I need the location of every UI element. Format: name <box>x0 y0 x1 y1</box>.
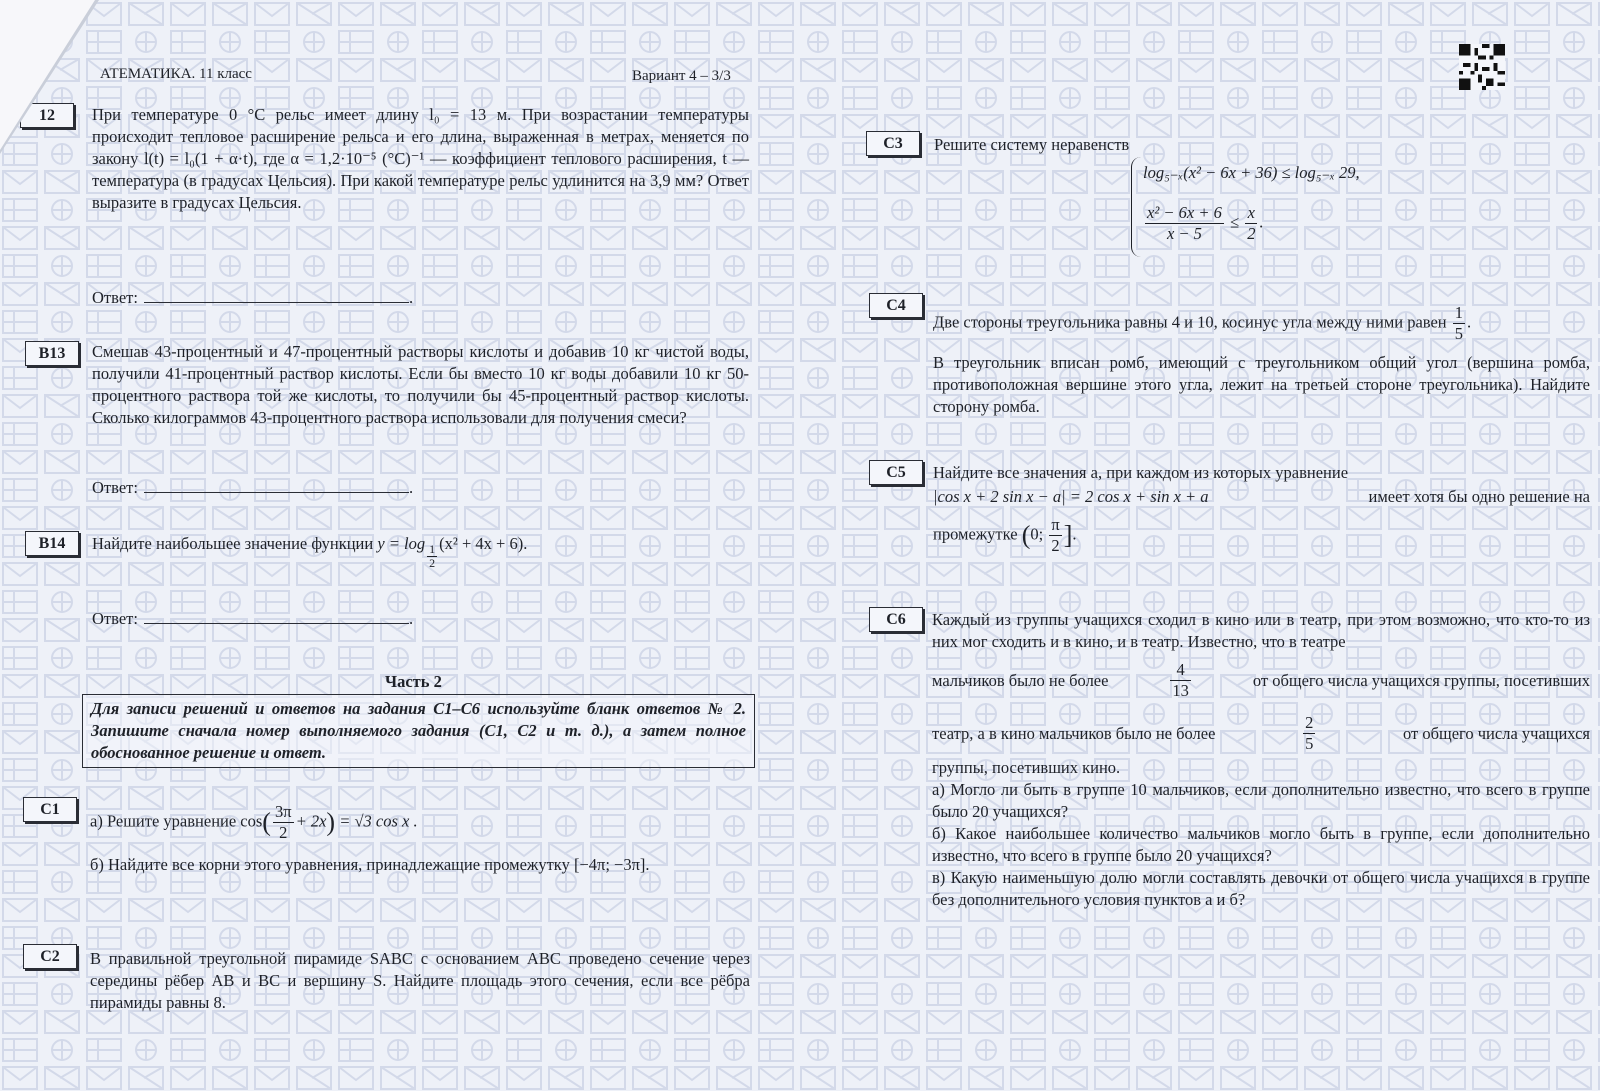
task-label-c5: C5 <box>869 460 923 485</box>
c3-inequality-2 <box>1143 203 1264 244</box>
c3-rhs-fraction: $\frac{x}{2}$ <box>1247 203 1256 243</box>
task-label-c2: C2 <box>23 944 77 969</box>
period: . <box>1259 212 1264 232</box>
le-sign: ≤ <box>1230 212 1240 232</box>
task-c6-questions <box>932 757 1590 911</box>
task-c2-text <box>90 948 750 1014</box>
b14-condition: Найдите наибольшее значение функции <box>92 534 374 553</box>
c1-a-rhs: = √3 cos x . <box>339 811 418 831</box>
c2-condition: В правильной треугольной пирамиде SABC с основанием ABC проведено сечение через середины рёбер AB и BC и вершину S. Найдите площадь этого сечения, если все рёбра пирамиды равны 8. <box>90 949 750 1012</box>
task-b14-text <box>92 533 749 570</box>
task-b12-text <box>92 104 749 214</box>
task-label-b14: B14 <box>25 531 79 556</box>
task-c5-line1 <box>933 462 1590 484</box>
c6-question-b: б) Какое наибольшее количество мальчиков могло быть в группе, если дополнительно известно, что всего в группе было 20 учащихся? <box>932 824 1590 865</box>
answer-label: Ответ: <box>92 288 138 307</box>
c4-text2: В треугольник вписан ромб, имеющий с треугольником общий угол (вершина ромба, противоположная вершине этого угла, лежит на третьей стороне треугольника). Найдите сторону ромба. <box>933 353 1590 416</box>
c6-p1: Каждый из группы учащихся сходил в кино или в театр, при этом возможно, что кто-то из них мог сходить и в кино, и в театр. Известно, что в театре <box>932 610 1590 651</box>
c4-text1: Две стороны треугольника равны 4 и 10, косинус угла между ними равен <box>933 312 1447 332</box>
task-label-c6: C6 <box>869 607 923 632</box>
paren-close: ) <box>326 807 336 837</box>
b13-answer-field[interactable] <box>144 478 409 493</box>
b12-condition: При температуре 0 °С рельс имеет длину l₀ = 13 м. При возрастании температуры происходит тепловое расширение рельса и его длина, выраженная в метрах, меняется по закону l(t) = l₀(1 + α·t), где α = 1,2·10⁻⁵ (°С)⁻¹ — коэффициент теплового расширения, t — температура (в градусах Цельсия). При какой температуре рельс удлинится на 3,9 мм? Ответ выразите в градусах Цельсия. <box>92 105 749 212</box>
b14-answer: Ответ: . <box>92 609 414 628</box>
c5-text3: промежутке <box>933 524 1018 544</box>
paren-open: ( <box>262 807 271 837</box>
b12-answer-field[interactable] <box>144 288 409 303</box>
task-c4-text1: Две стороны треугольника равны 4 и 10, косинус угла между ними равен $\frac{1}{5}$ . <box>933 303 1472 343</box>
c6-p3-b: от общего числа учащихся <box>1402 723 1590 743</box>
c5-equation: |cos x + 2 sin x − a| = 2 cos x + sin x + a <box>933 487 1209 506</box>
c1-b-interval: [−4π; −3π]. <box>573 855 650 874</box>
interval-close: ] <box>1063 520 1073 550</box>
b12-answer: Ответ: . <box>92 288 414 307</box>
b14-formula: y = log <box>377 534 426 553</box>
c3-lhs-fraction: $\frac{\text{x² − 6x + 6}}{x - 5}$ <box>1147 203 1222 243</box>
c6-question-a: а) Могло ли быть в группе 10 мальчиков, если дополнительно известно, что всего в группе было 20 учащихся? <box>932 780 1590 821</box>
qr-code <box>1459 44 1505 90</box>
interval-open: ( <box>1021 520 1031 550</box>
task-label-c1: C1 <box>23 797 77 822</box>
c6-p2-b: от общего числа учащихся группы, посетивших <box>1252 670 1590 690</box>
part2-title: Часть 2 <box>385 672 442 691</box>
task-label-c3: C3 <box>866 131 920 156</box>
c1-b-text: б) Найдите все корни этого уравнения, принадлежащие промежутку <box>90 855 570 874</box>
answer-label: Ответ: <box>92 478 138 497</box>
c5-text2: имеет хотя бы одно решение на <box>1368 487 1590 506</box>
task-c6-p1 <box>932 609 1590 653</box>
c6-question-c: в) Какую наименьшую долю могли составлять девочки от общего числа учащихся в группе без дополнительного условия пунктов а и б? <box>932 868 1590 909</box>
c1-a-prefix: а) Решите уравнение cos <box>90 811 263 831</box>
c5-interval-left: 0; <box>1030 524 1044 544</box>
c1-a-rest: + 2x <box>295 811 327 831</box>
subject-header: АТЕМАТИКА. 11 класс <box>100 66 252 82</box>
task-c6-p2 <box>932 660 1590 701</box>
c6-fraction-2: $\frac{2}{5}$ <box>1305 713 1314 753</box>
c1-fraction: $\frac{3\pi}{2}$ <box>274 802 292 842</box>
c5-interval-fraction: $\frac{\pi}{2}$ <box>1051 515 1060 555</box>
task-c5-line3: промежутке (0; $\frac{\pi}{2}$ ]. <box>933 515 1077 555</box>
c6-p2-a: мальчиков было не более <box>932 670 1109 690</box>
answer-label: Ответ: <box>92 609 138 628</box>
task-c1-part-b <box>90 854 750 876</box>
b13-answer: Ответ: . <box>92 478 414 497</box>
part2-instruction: Для записи решений и ответов на задания С1–С6 используйте бланк ответов № 2. Запишите сначала номер выполняемого задания (С1, С2 и т. д.), а затем полное обоснованное решение и ответ. <box>82 694 755 768</box>
c5-text1: Найдите все значения a, при каждом из которых уравнение <box>933 463 1349 482</box>
c4-fraction: $\frac{1}{5}$ <box>1454 303 1464 343</box>
b14-formula-arg: (x² + 4x + 6). <box>439 534 528 553</box>
c3-inequality-1: log₅₋ₓ(x² − 6x + 36) ≤ log₅₋ₓ 29, <box>1143 163 1360 182</box>
variant-header: Вариант 4 – 3/3 <box>632 68 731 84</box>
c6-p4: группы, посетивших кино. <box>932 758 1121 777</box>
folded-corner <box>0 0 95 150</box>
b13-condition: Смешав 43-процентный и 47-процентный растворы кислоты и добавив 10 кг чистой воды, получили 41-процентный раствор кислоты. Если бы вместо 10 кг воды добавили 10 кг 50-процентного раствора той же кислоты, то получили бы 45-процентный раствор кислоты. Сколько килограммов 43-процентного раствора использовали для получения смеси? <box>92 342 749 427</box>
b14-log-base: $\frac{1}{2}$ <box>429 542 436 570</box>
b14-answer-field[interactable] <box>144 609 409 624</box>
system-brace <box>1131 157 1142 257</box>
task-label-c4: C4 <box>869 293 923 318</box>
task-c6-p3 <box>932 713 1590 754</box>
c6-p3-a: театр, а в кино мальчиков было не более <box>932 723 1216 743</box>
task-b13-text <box>92 341 749 429</box>
task-c3-text: Решите систему неравенств <box>934 135 1130 154</box>
task-c4-text2 <box>933 352 1590 418</box>
task-label-b13: B13 <box>25 341 79 366</box>
task-c1-part-a <box>90 802 750 843</box>
c6-fraction-1: $\frac{4}{13}$ <box>1172 660 1189 700</box>
task-label-b12: 12 <box>20 103 74 128</box>
task-c5-line2 <box>933 486 1590 508</box>
